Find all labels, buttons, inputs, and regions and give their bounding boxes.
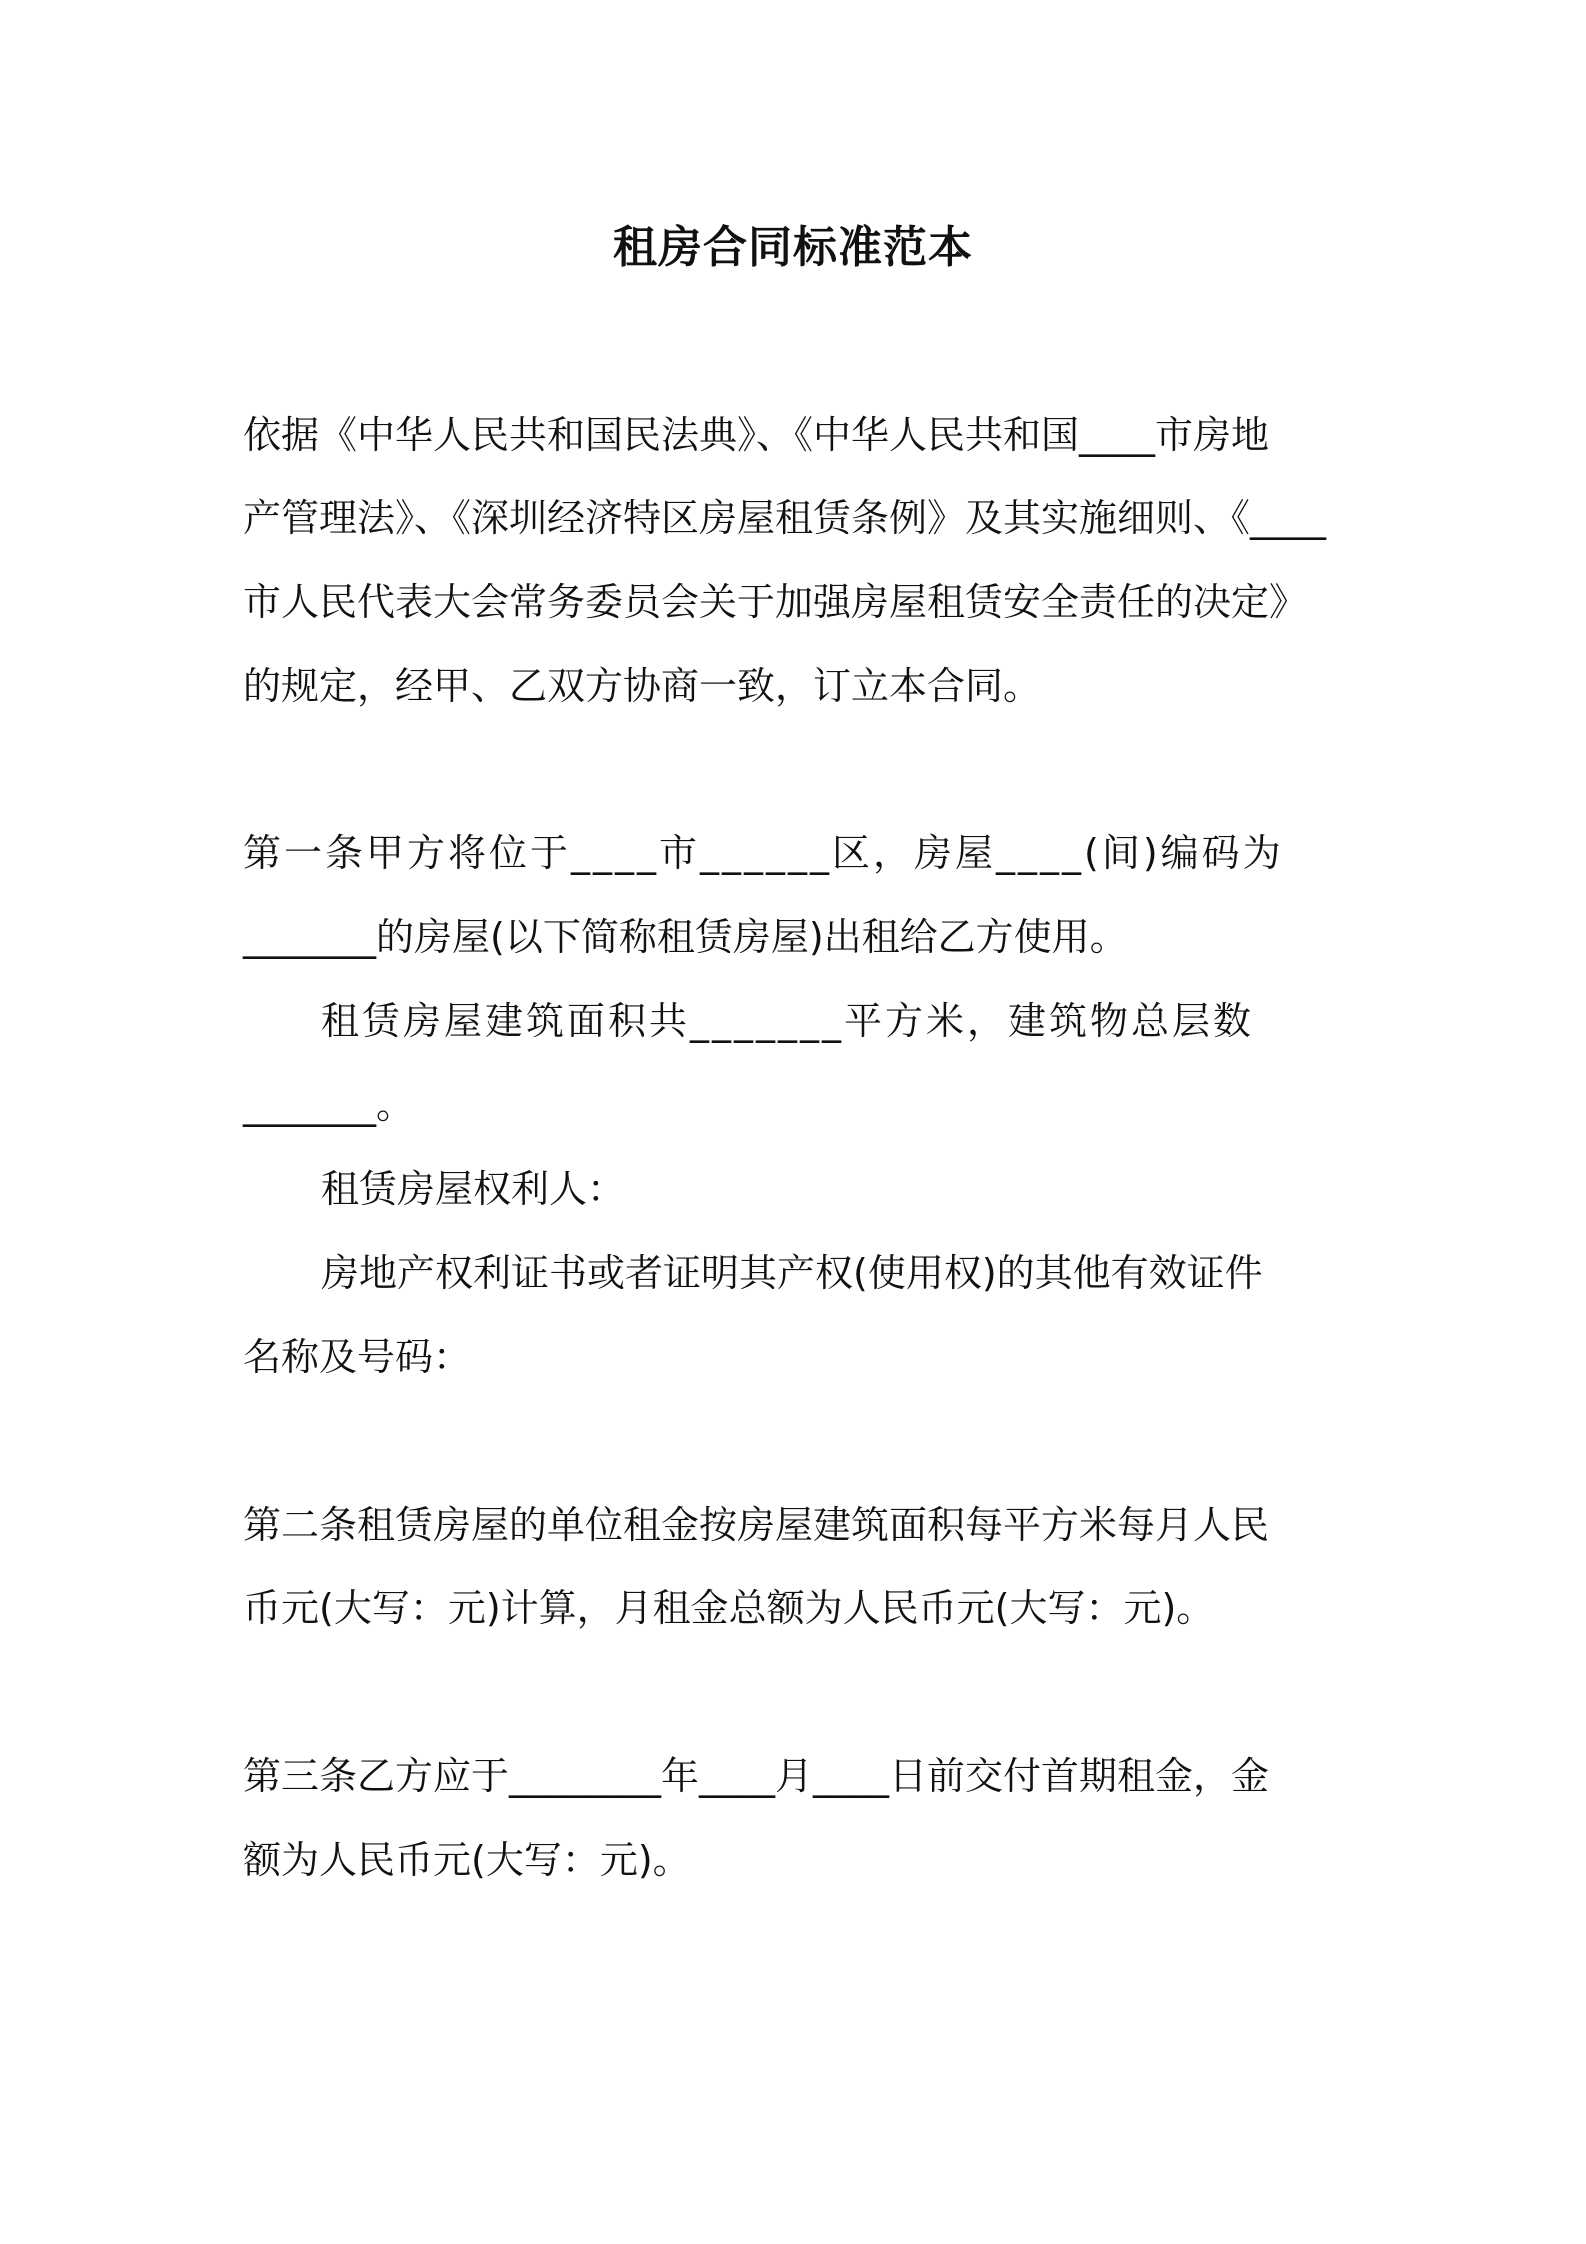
- article-1-line-3: 租赁房屋建筑面积共_______平方米，建筑物总层数: [321, 999, 1255, 1043]
- preamble-line-3: 市人民代表大会常务委员会关于加强房屋租赁安全责任的决定》: [243, 580, 1308, 624]
- page-title: 租房合同标准范本: [613, 222, 973, 273]
- article-1-line-7: 名称及号码：: [243, 1335, 472, 1379]
- article-1-line-5: 租赁房屋权利人：: [321, 1167, 626, 1211]
- article-2-line-1: 第二条租赁房屋的单位租金按房屋建筑面积每平方米每月人民: [243, 1503, 1270, 1547]
- preamble-line-1: 依据《中华人民共和国民法典》、《中华人民共和国____市房地: [243, 413, 1270, 457]
- article-1-line-4: _______。: [243, 1083, 415, 1127]
- article-3-line-1: 第三条乙方应于________年____月____日前交付首期租金，金: [243, 1754, 1270, 1798]
- article-3-line-2: 额为人民币元(大写：元)。: [243, 1838, 691, 1882]
- article-2-line-2: 币元(大写：元)计算，月租金总额为人民币元(大写：元)。: [243, 1586, 1215, 1630]
- preamble-line-4: 的规定，经甲、乙双方协商一致，订立本合同。: [243, 664, 1042, 708]
- article-1-line-2: _______的房屋(以下简称租赁房屋)出租给乙方使用。: [243, 915, 1128, 959]
- article-1-line-1: 第一条甲方将位于____市______区，房屋____(间)编码为: [243, 831, 1284, 875]
- preamble-line-2: 产管理法》、《深圳经济特区房屋租赁条例》及其实施细则、《____: [243, 496, 1327, 540]
- article-1-line-6: 房地产权利证书或者证明其产权(使用权)的其他有效证件: [321, 1251, 1263, 1295]
